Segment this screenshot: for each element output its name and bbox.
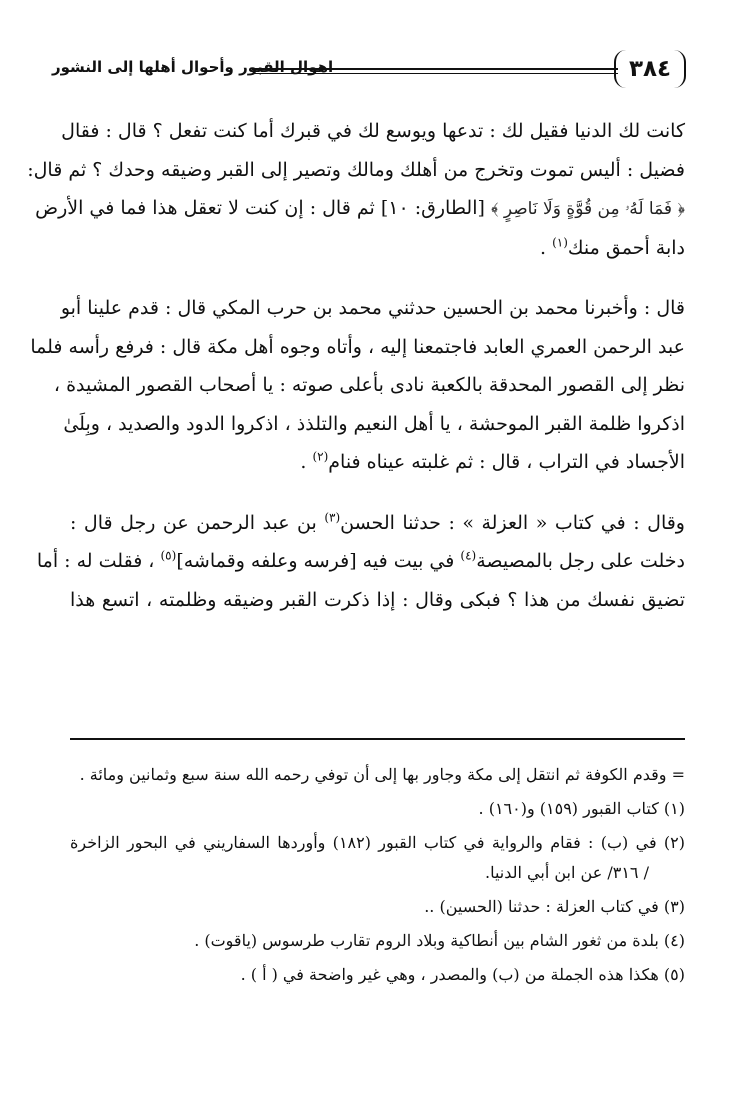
footnote-ref: (١) xyxy=(552,235,568,250)
footnote-ref: (٤) xyxy=(460,548,477,563)
text-segment: ثم قال : إن كنت لا تعقل هذا فما في الأرض xyxy=(35,197,375,219)
footnote-line: / ٣١٦/ عن ابن أبي الدنيا. xyxy=(485,863,649,882)
footnote-3: (٣) في كتاب العزلة : حدثنا (الحسين) .. xyxy=(424,897,685,916)
quran-verse: ﴿ فَمَا لَهُۥ مِن قُوَّةٍ وَلَا نَاصِرٍ ﴾ xyxy=(490,199,685,219)
text-line: عبد الرحمن العمري العابد فاجتمعنا إليه ، وأتاه وجوه أهل مكة قال : فرفع رأسه فلما xyxy=(30,335,685,358)
running-title: اهوال القبور وأحوال أهلها إلى النشور xyxy=(52,58,334,76)
text-segment: في بيت فيه [فرسه وعلفه وقماشه] xyxy=(176,550,461,572)
text-line: فضيل : أليس تموت وتخرج من أهلك ومالك وتصير إلى القبر وضيقه وحدك ؟ ثم قال: xyxy=(27,158,685,181)
text-line xyxy=(70,504,685,543)
text-segment: بن عبد الرحمن عن رجل قال : xyxy=(70,511,325,534)
text-line: اذكروا ظلمة القبر الموحشة ، يا أهل النعيم والتلذذ ، اذكروا الدود والصديد ، وبِلَىٰ xyxy=(63,412,685,435)
text-line: نظر إلى القصور المحدقة بالكعبة نادى بأعلى صوته : يا أصحاب القصور المشيدة ، xyxy=(53,374,685,396)
text-segment: الأجساد في التراب ، قال : ثم غلبته عيناه فنام xyxy=(328,451,685,473)
page-number: ٣٨٤ xyxy=(614,50,686,88)
text-segment: . xyxy=(300,451,313,473)
footnote-2 xyxy=(70,828,685,888)
footnote-line: (٢) في (ب) : فقام والرواية في كتاب القبور (١٨٢) وأوردها السفاريني في البحور الزاخرة xyxy=(70,833,685,852)
verse-reference: [الطارق: ١٠] xyxy=(380,197,485,219)
text-line xyxy=(70,229,685,268)
footnote-continuation: = وقدم الكوفة ثم انتقل إلى مكة وجاور بها إلى أن توفي رحمه الله سنة سبع وثمانين ومائة . xyxy=(79,765,685,784)
paragraph xyxy=(27,112,685,267)
footnotes xyxy=(70,760,685,994)
footnote-ref: (٥) xyxy=(160,548,177,563)
text-line xyxy=(36,542,685,581)
text-line: قال : وأخبرنا محمد بن الحسين حدثني محمد بن حرب المكي قال : قدم علينا أبو xyxy=(60,297,685,319)
text-segment: . xyxy=(540,236,553,259)
footnote-separator xyxy=(70,738,685,740)
paragraph xyxy=(30,289,685,482)
paragraph xyxy=(36,504,685,620)
text-line: كانت لك الدنيا فقيل لك : تدعها ويوسع لك في قبرك أما كنت تفعل ؟ قال : فقال xyxy=(61,120,685,142)
main-text xyxy=(27,112,685,619)
footnote-ref: (٢) xyxy=(312,449,329,464)
page-header xyxy=(52,50,686,90)
text-line xyxy=(35,189,685,229)
text-segment: دابة أحمق منك xyxy=(567,236,685,259)
footnote-ref: (٣) xyxy=(324,510,341,525)
footnote-4: (٤) بلدة من ثغور الشام بين أنطاكية وبلاد الروم تقارب طرسوس (ياقوت) . xyxy=(194,931,685,950)
text-segment: دخلت على رجل بالمصيصة xyxy=(476,550,685,572)
text-line xyxy=(70,443,685,482)
text-segment: ، فقلت له : أما xyxy=(36,550,161,572)
text-line: تضيق نفسك من هذا ؟ فبكى وقال : إذا ذكرت القبر وضيقه وظلمته ، اتسع هذا xyxy=(70,588,685,611)
footnote-1: (١) كتاب القبور (١٥٩) و(١٦٠) . xyxy=(478,799,685,818)
footnote-5: (٥) هكذا هذه الجملة من (ب) والمصدر ، وهي غير واضحة في ( أ ) . xyxy=(240,965,685,984)
text-segment: وقال : في كتاب « العزلة » : حدثنا الحسن xyxy=(340,511,685,534)
